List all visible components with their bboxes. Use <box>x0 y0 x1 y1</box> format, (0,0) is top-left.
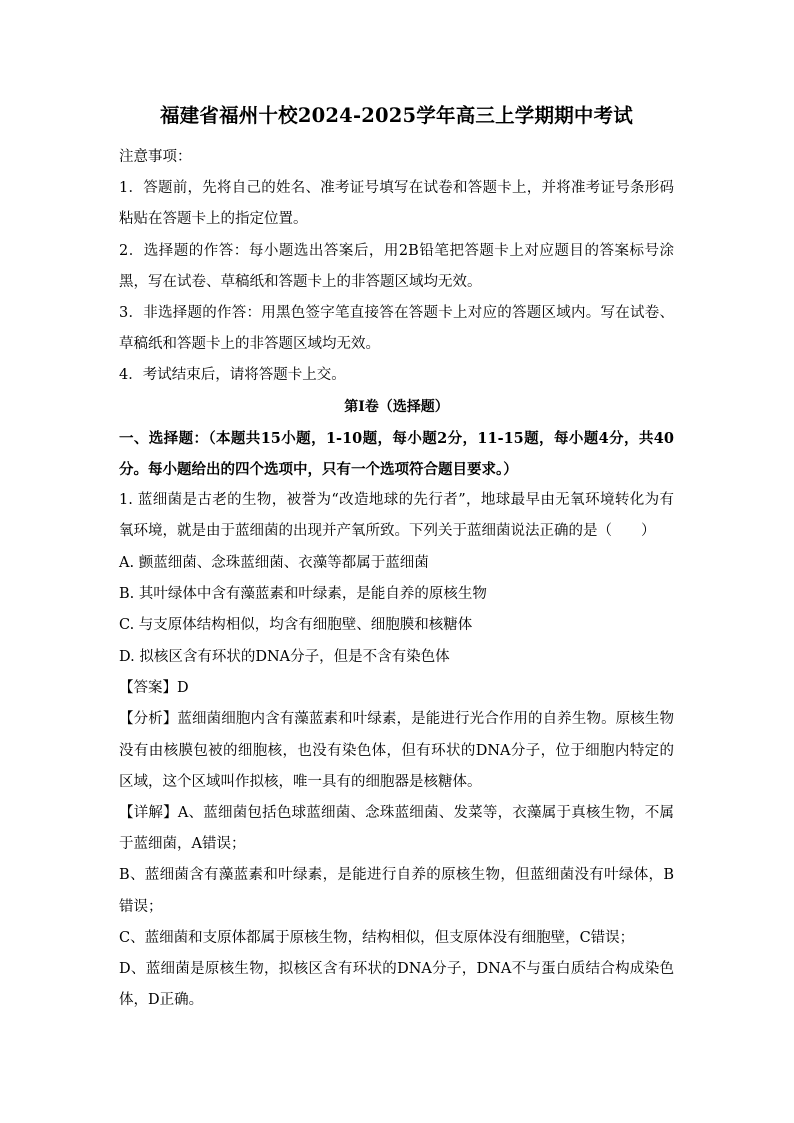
option-b: B. 其叶绿体中含有藻蓝素和叶绿素，是能自养的原核生物 <box>119 586 487 603</box>
section-title: 第Ⅰ卷（选择题） <box>344 398 449 415</box>
notice-item-2: 2．选择题的作答：每小题选出答案后，用2B铅笔把答题卡上对应题目的答案标号涂黑，写在试卷、草稿纸和答题卡上的非答题区域均无效。 <box>119 242 674 290</box>
notice-item-3: 3．非选择题的作答：用黑色签字笔直接答在答题卡上对应的答题区域内。写在试卷、草稿纸和答题卡上的非答题区域均无效。 <box>119 305 674 353</box>
notice-item-4: 4．考试结束后，请将答题卡上交。 <box>119 367 346 384</box>
analysis-paragraph: 【分析】蓝细菌细胞内含有藻蓝素和叶绿素，是能进行光合作用的自养生物。原核生物没有由核膜包被的细胞核，也没有染色体，但有环状的DNA分子，位于细胞内特定的区域，这个区域叫作拟核，唯一具有的细胞器是核糖体。 <box>119 711 674 790</box>
option-c: C. 与支原体结构相似，均含有细胞壁、细胞膜和核糖体 <box>119 617 473 634</box>
notice-heading: 注意事项： <box>119 149 192 165</box>
detail-line-a: 【详解】A、蓝细菌包括色球蓝细菌、念珠蓝细菌、发菜等，衣藻属于真核生物，不属于蓝细菌，A错误； <box>119 805 674 853</box>
option-d: D. 拟核区含有环状的DNA分子，但是不含有染色体 <box>119 648 450 665</box>
option-a: A. 颤蓝细菌、念珠蓝细菌、衣藻等都属于蓝细菌 <box>119 554 429 571</box>
answer-line: 【答案】D <box>119 680 189 697</box>
page-title: 福建省福州十校2024-2025学年高三上学期期中考试 <box>159 104 634 127</box>
notice-item-1: 1．答题前，先将自己的姓名、准考证号填写在试卷和答题卡上，并将准考证号条形码粘贴在答题卡上的指定位置。 <box>119 180 674 228</box>
detail-line-d: D、蓝细菌是原核生物，拟核区含有环状的DNA分子，DNA不与蛋白质结合构成染色体，D正确。 <box>119 961 674 1009</box>
detail-line-b: B、蓝细菌含有藻蓝素和叶绿素，是能进行自养的原核生物，但蓝细菌没有叶绿体，B错误； <box>119 867 674 915</box>
section-instruction: 一、选择题：（本题共15小题，1-10题，每小题2分，11-15题，每小题4分，共40分。每小题给出的四个选项中，只有一个选项符合题目要求。） <box>119 429 674 479</box>
question-stem: 1. 蓝细菌是古老的生物，被誉为“改造地球的先行者”，地球最早由无氧环境转化为有氧环境，就是由于蓝细菌的出现并产氧所致。下列关于蓝细菌说法正确的是（ ） <box>119 492 674 540</box>
detail-line-c: C、蓝细菌和支原体都属于原核生物，结构相似，但支原体没有细胞壁，C错误； <box>119 929 635 946</box>
